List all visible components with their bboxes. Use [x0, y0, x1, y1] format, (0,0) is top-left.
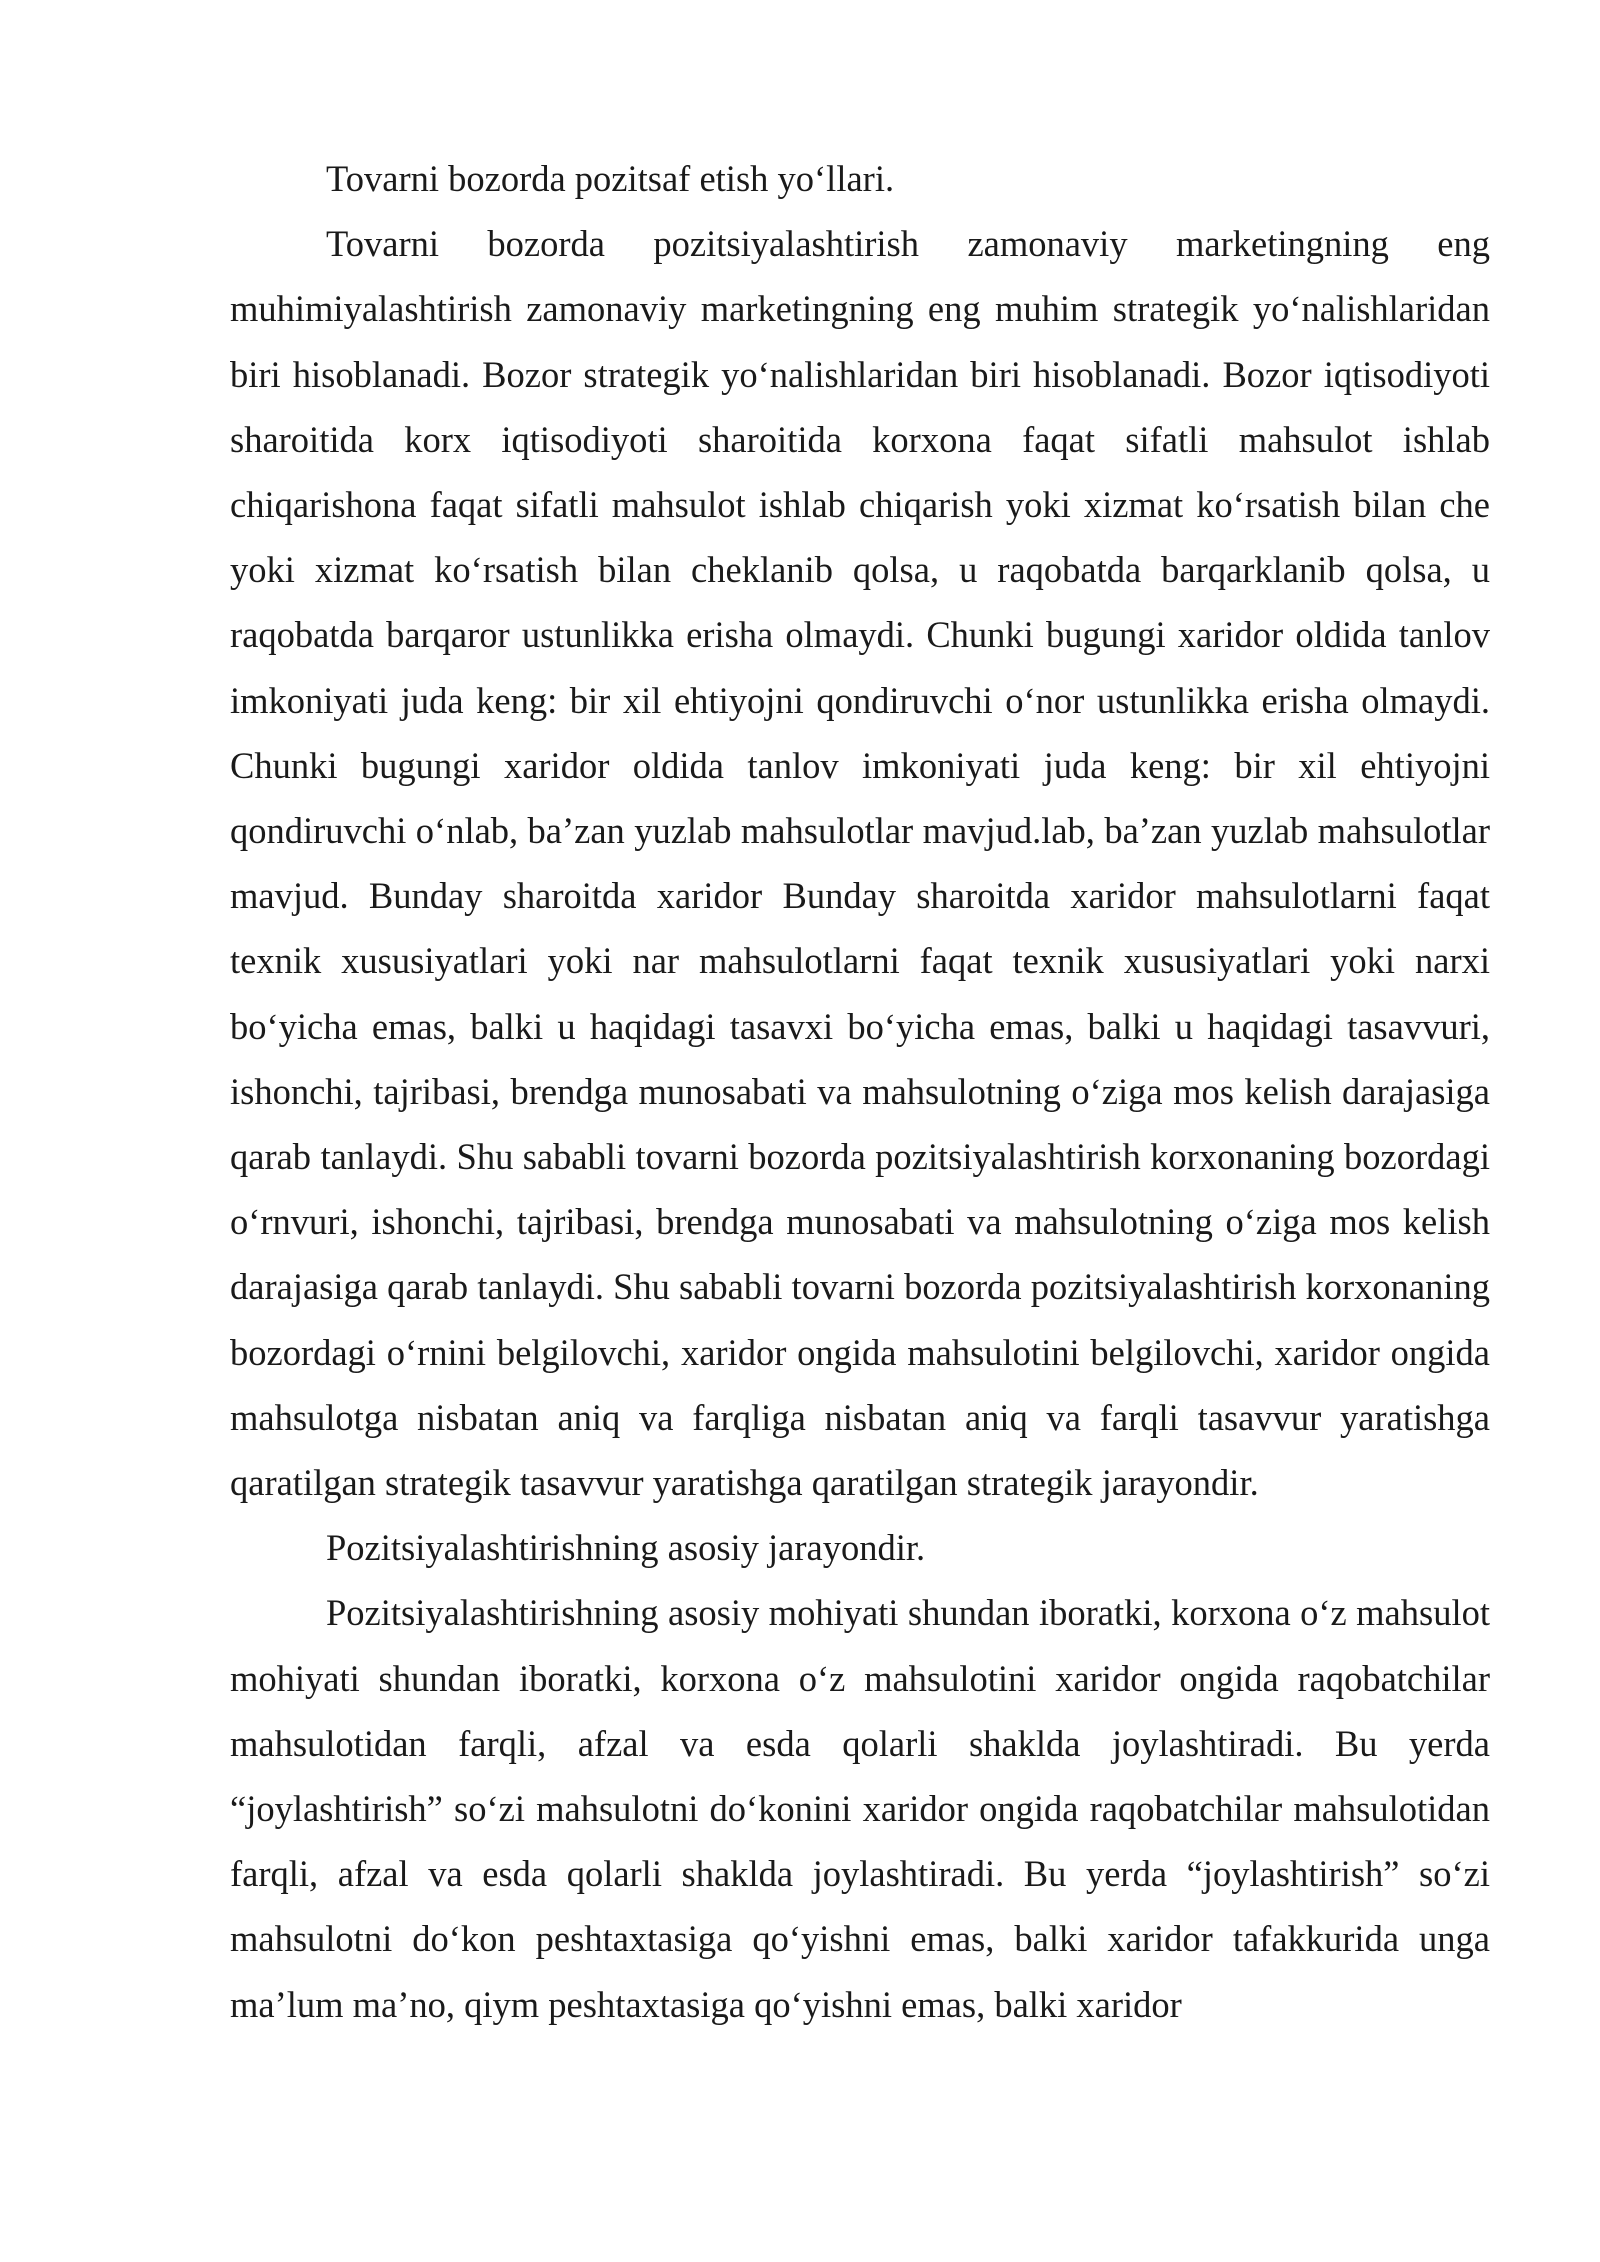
paragraph-positioning-description: Tovarni bozorda pozitsiyalashtirish zamonaviy marketingning eng muhimiyalashtirish zamonaviy marketingning eng muhim strategik yo‘nalishlaridan biri hisoblanadi. Bozor strategik yo‘nalishlaridan biri hisoblanadi. Bozor iqtisodiyoti sharoitida korx iqtisodiyoti sharoitida korxona faqat sifatli mahsulot ishlab chiqarishona faqat sifatli mahsulot ishlab chiqarish yoki xizmat ko‘rsatish bilan che yoki xizmat ko‘rsatish bilan cheklanib qolsa, u raqobatda barqarklanib qolsa, u raqobatda barqaror ustunlikka erisha olmaydi. Chunki bugungi xaridor oldida tanlov imkoniyati juda keng: bir xil ehtiyojni qondiruvchi o‘nor ustunlikka erisha olmaydi. Chunki bugungi xaridor oldida tanlov imkoniyati juda keng: bir xil ehtiyojni qondiruvchi o‘nlab, ba’zan yuzlab mahsulotlar mavjud.lab, ba’zan yuzlab mahsulotlar mavjud. Bunday sharoitda xaridor Bunday sharoitda xaridor mahsulotlarni faqat texnik xususiyatlari yoki nar mahsulotlarni faqat texnik xususiyatlari yoki narxi bo‘yicha emas, balki u haqidagi tasavxi bo‘yicha emas, balki u haqidagi tasavvuri, ishonchi, tajribasi, brendga munosabati va mahsulotning o‘ziga mos kelish darajasiga qarab tanlaydi. Shu sababli tovarni bozorda pozitsiyalashtirish korxonaning bozordagi o‘rnvuri, ishonchi, tajribasi, brendga munosabati va mahsulotning o‘ziga mos kelish darajasiga qarab tanlaydi. Shu sababli tovarni bozorda pozitsiyalashtirish korxonaning bozordagi o‘rnini belgilovchi, xaridor ongida mahsulotini belgilovchi, xaridor ongida mahsulotga nisbatan aniq va farqliga nisbatan aniq va farqli tasavvur yaratishga qaratilgan strategik tasavvur yaratishga qaratilgan strategik jarayondir. [230, 223, 1490, 1504]
paragraph-heading-positioning-ways: Tovarni bozorda pozitsaf etish yo‘llari. [326, 158, 895, 199]
paragraph-positioning-essence: Pozitsiyalashtirishning asosiy mohiyati shundan iboratki, korxona o‘z mahsulot mohiyati shundan iboratki, korxona o‘z mahsulotini xaridor ongida raqobatchilar mahsulotidan farqli, afzal va esda qolarli shaklda joylashtiradi. Bu yerda “joylashtirish” so‘zi mahsulotni do‘konini xaridor ongida raqobatchilar mahsulotidan farqli, afzal va esda qolarli shaklda joylashtiradi. Bu yerda “joylashtirish” so‘zi mahsulotni do‘kon peshtaxtasiga qo‘yishni emas, balki xaridor tafakkurida unga ma’lum ma’no, qiym peshtaxtasiga qo‘yishni emas, balki xaridor [230, 1592, 1490, 2025]
document-body [230, 146, 1490, 2037]
paragraph-heading-positioning-essence: Pozitsiyalashtirishning asosiy jarayondir. [326, 1527, 926, 1569]
